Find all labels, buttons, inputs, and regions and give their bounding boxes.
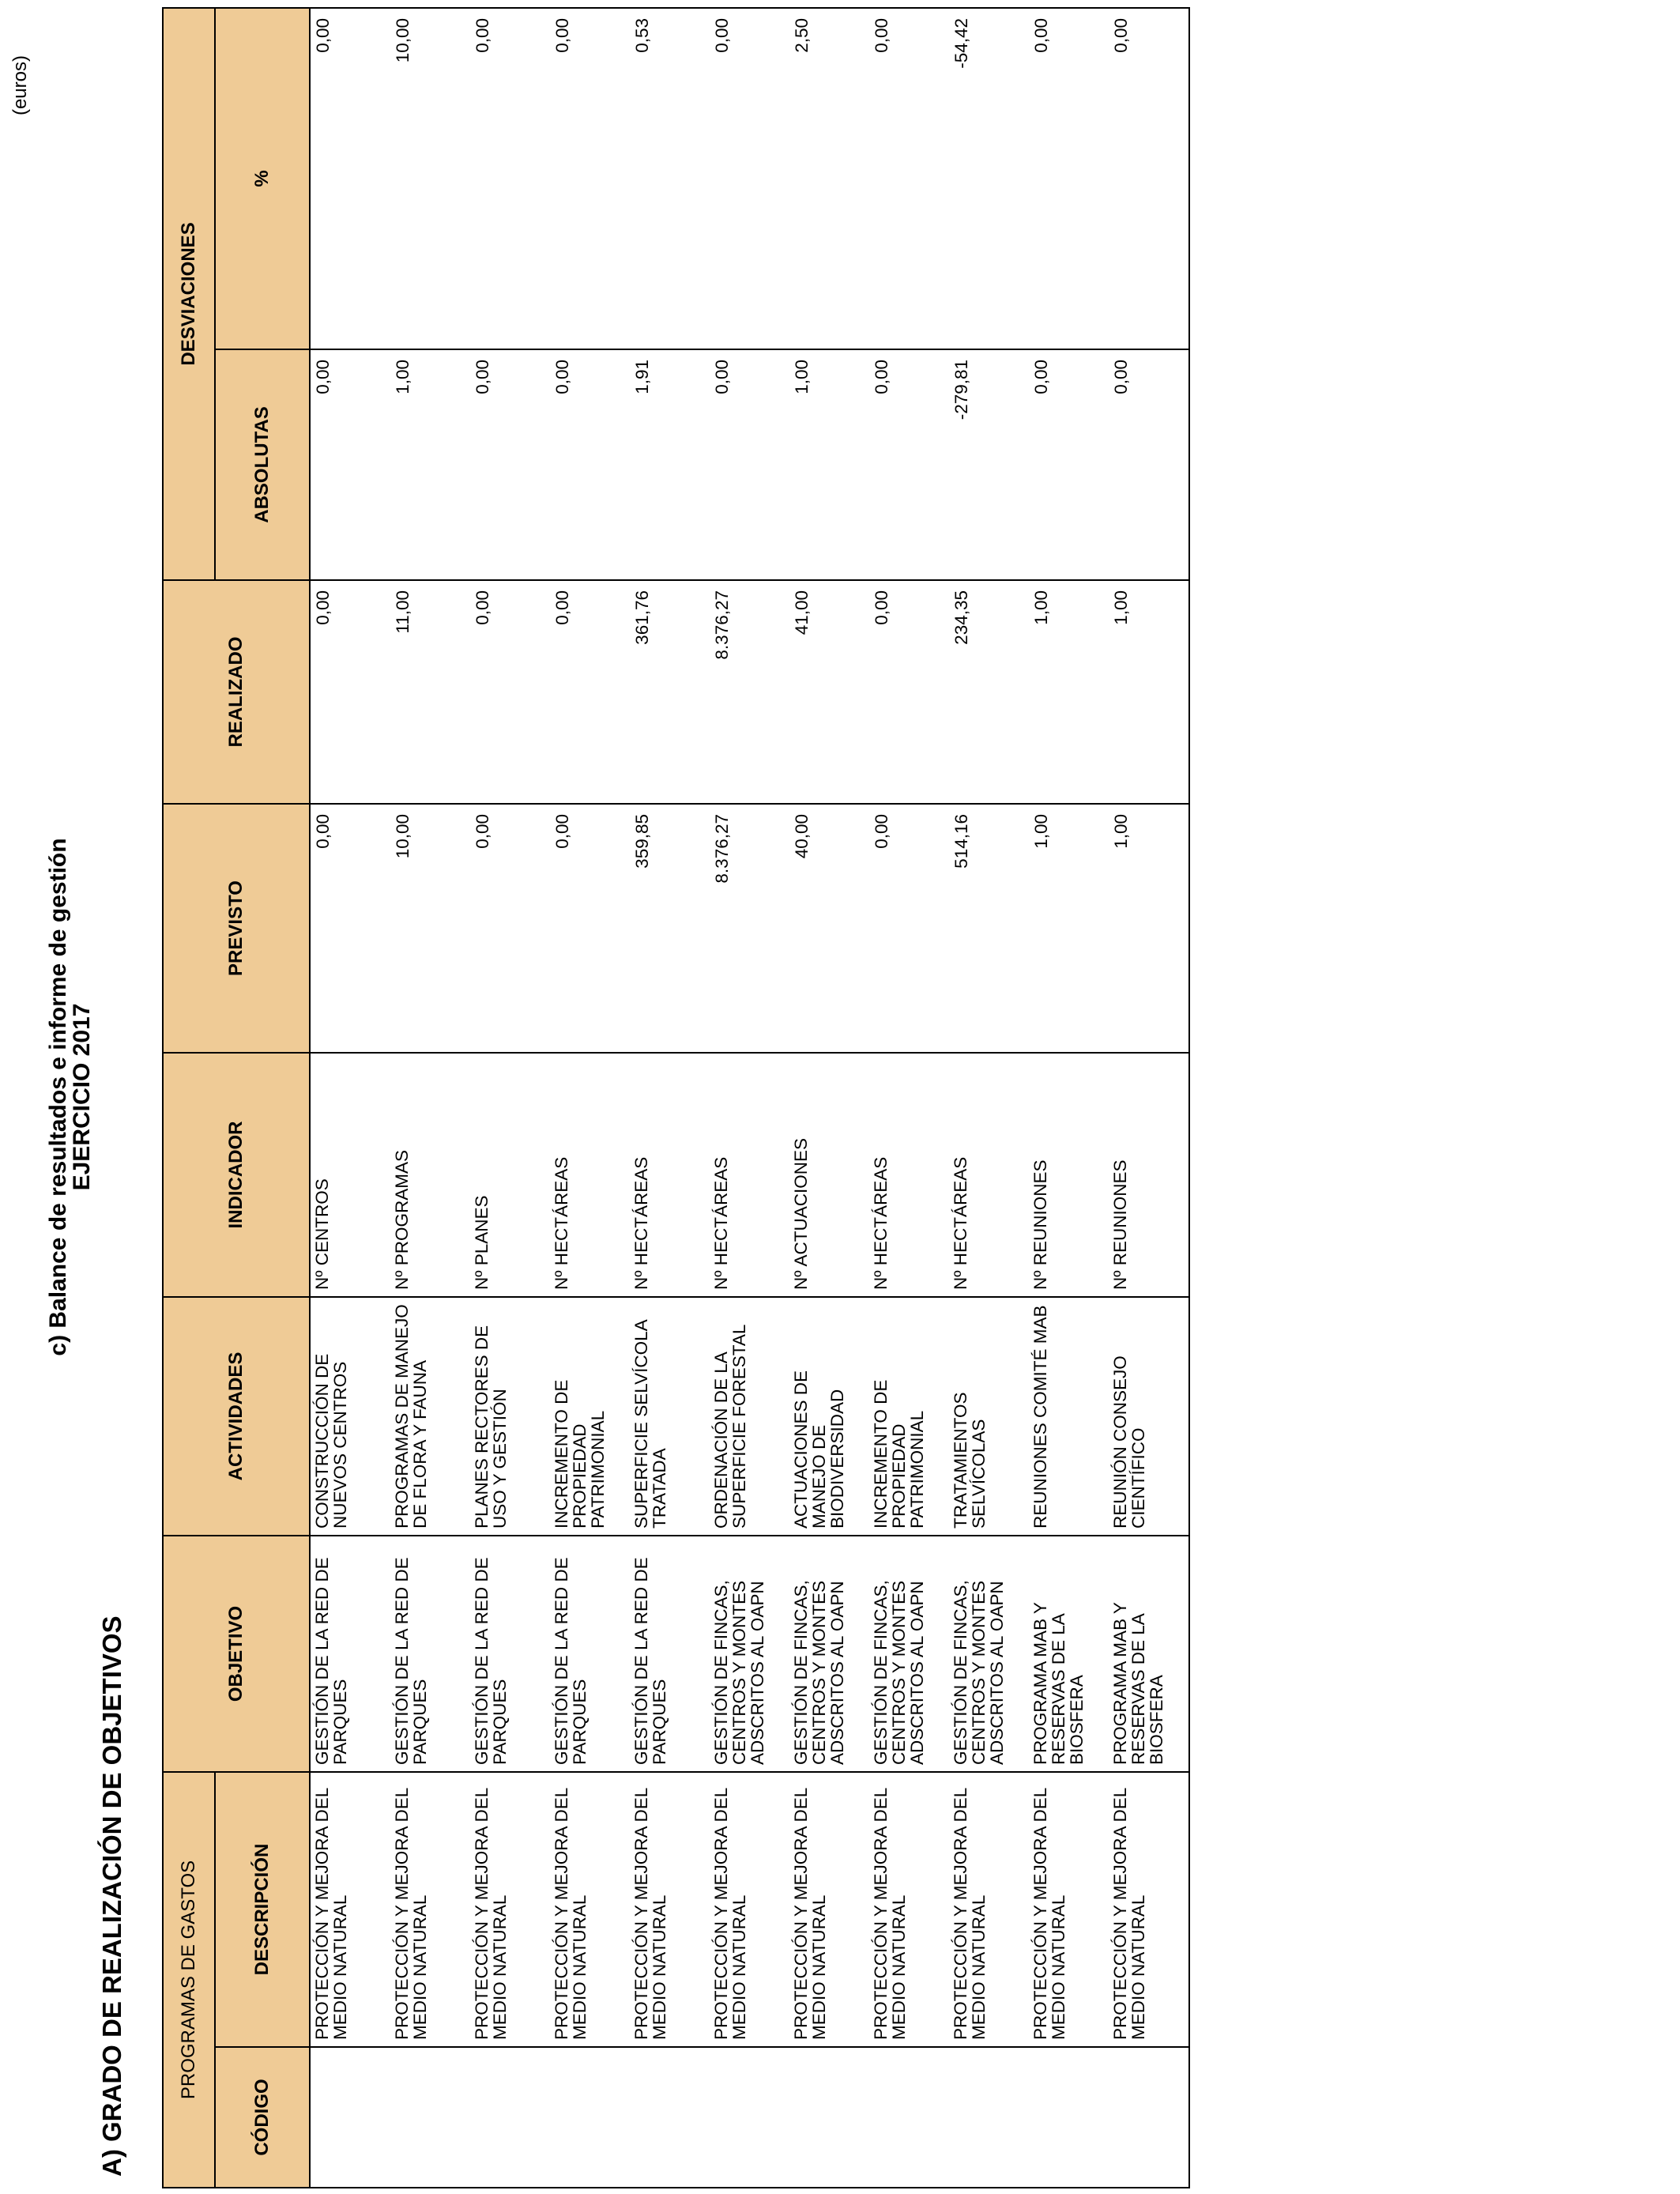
cell-pct: -54,42 [949, 8, 1029, 349]
cell-previsto: 40,00 [789, 804, 869, 1053]
cell-indicador: Nº CENTROS [310, 1053, 390, 1297]
cell-codigo [390, 2047, 470, 2188]
cell-objetivo: GESTIÓN DE LA RED DE PARQUES [630, 1536, 710, 1772]
cell-pct: 0,00 [1029, 8, 1109, 349]
table-row [470, 8, 550, 2188]
report-title: c) Balance de resultados e informe de gestión [45, 838, 71, 1356]
cell-actividad: PLANES RECTORES DE USO Y GESTIÓN [470, 1297, 550, 1536]
cell-objetivo: GESTIÓN DE FINCAS, CENTROS Y MONTES ADSCRITOS AL OAPN [710, 1536, 789, 1772]
cell-actividad: ORDENACIÓN DE LA SUPERFICIE FORESTAL [710, 1297, 789, 1536]
cell-previsto: 10,00 [390, 804, 470, 1053]
cell-objetivo: GESTIÓN DE LA RED DE PARQUES [310, 1536, 390, 1772]
group-header-desviaciones: DESVIACIONES [163, 8, 215, 580]
objectives-table [162, 7, 1190, 2188]
cell-actividad: TRATAMIENTOS SELVÍCOLAS [949, 1297, 1029, 1536]
cell-indicador: Nº HECTÁREAS [949, 1053, 1029, 1297]
cell-codigo [550, 2047, 630, 2188]
cell-indicador: Nº REUNIONES [1109, 1053, 1189, 1297]
cell-objetivo: GESTIÓN DE LA RED DE PARQUES [390, 1536, 470, 1772]
cell-absolutas: 0,00 [470, 349, 550, 580]
cell-descripcion: PROTECCIÓN Y MEJORA DEL MEDIO NATURAL [630, 1772, 710, 2047]
cell-previsto: 0,00 [550, 804, 630, 1053]
cell-absolutas: 1,91 [630, 349, 710, 580]
cell-previsto: 1,00 [1029, 804, 1109, 1053]
cell-actividad: INCREMENTO DE PROPIEDAD PATRIMONIAL [869, 1297, 949, 1536]
cell-descripcion: PROTECCIÓN Y MEJORA DEL MEDIO NATURAL [710, 1772, 789, 2047]
cell-indicador: Nº REUNIONES [1029, 1053, 1109, 1297]
cell-indicador: Nº ACTUACIONES [789, 1053, 869, 1297]
cell-objetivo: GESTIÓN DE FINCAS, CENTROS Y MONTES ADSCRITOS AL OAPN [789, 1536, 869, 1772]
cell-descripcion: PROTECCIÓN Y MEJORA DEL MEDIO NATURAL [310, 1772, 390, 2047]
cell-actividad: SUPERFICIE SELVÍCOLA TRATADA [630, 1297, 710, 1536]
cell-indicador: Nº HECTÁREAS [869, 1053, 949, 1297]
cell-pct: 0,00 [310, 8, 390, 349]
cell-realizado: 361,76 [630, 580, 710, 804]
cell-codigo [1029, 2047, 1109, 2188]
cell-absolutas: 0,00 [1029, 349, 1109, 580]
cell-previsto: 0,00 [869, 804, 949, 1053]
cell-descripcion: PROTECCIÓN Y MEJORA DEL MEDIO NATURAL [550, 1772, 630, 2047]
table-body [310, 8, 1189, 2188]
cell-indicador: Nº HECTÁREAS [630, 1053, 710, 1297]
cell-objetivo: PROGRAMA MAB Y RESERVAS DE LA BIOSFERA [1109, 1536, 1189, 1772]
cell-realizado: 0,00 [550, 580, 630, 804]
cell-previsto: 514,16 [949, 804, 1029, 1053]
cell-realizado: 0,00 [310, 580, 390, 804]
units-label: (euros) [9, 55, 31, 116]
cell-codigo [630, 2047, 710, 2188]
col-header-pct: % [215, 8, 310, 349]
col-header-absolutas: ABSOLUTAS [215, 349, 310, 580]
col-header-descripcion: DESCRIPCIÓN [215, 1772, 310, 2047]
cell-realizado: 0,00 [470, 580, 550, 804]
cell-absolutas: -279,81 [949, 349, 1029, 580]
cell-realizado: 41,00 [789, 580, 869, 804]
cell-pct: 0,00 [710, 8, 789, 349]
cell-objetivo: GESTIÓN DE LA RED DE PARQUES [550, 1536, 630, 1772]
cell-realizado: 0,00 [869, 580, 949, 804]
cell-objetivo: PROGRAMA MAB Y RESERVAS DE LA BIOSFERA [1029, 1536, 1109, 1772]
cell-pct: 10,00 [390, 8, 470, 349]
cell-realizado: 11,00 [390, 580, 470, 804]
cell-pct: 2,50 [789, 8, 869, 349]
cell-descripcion: PROTECCIÓN Y MEJORA DEL MEDIO NATURAL [390, 1772, 470, 2047]
cell-codigo [789, 2047, 869, 2188]
cell-absolutas: 1,00 [390, 349, 470, 580]
report-year: EJERCICIO 2017 [69, 1003, 95, 1191]
cell-previsto: 1,00 [1109, 804, 1189, 1053]
cell-objetivo: GESTIÓN DE FINCAS, CENTROS Y MONTES ADSCRITOS AL OAPN [949, 1536, 1029, 1772]
cell-absolutas: 1,00 [789, 349, 869, 580]
cell-realizado: 1,00 [1029, 580, 1109, 804]
cell-codigo [710, 2047, 789, 2188]
cell-codigo [949, 2047, 1029, 2188]
table-row [630, 8, 710, 2188]
cell-descripcion: PROTECCIÓN Y MEJORA DEL MEDIO NATURAL [1029, 1772, 1109, 2047]
cell-indicador: Nº HECTÁREAS [550, 1053, 630, 1297]
cell-indicador: Nº PROGRAMAS [390, 1053, 470, 1297]
cell-actividad: INCREMENTO DE PROPIEDAD PATRIMONIAL [550, 1297, 630, 1536]
cell-indicador: Nº PLANES [470, 1053, 550, 1297]
cell-codigo [1109, 2047, 1189, 2188]
col-header-codigo: CÓDIGO [215, 2047, 310, 2188]
cell-descripcion: PROTECCIÓN Y MEJORA DEL MEDIO NATURAL [949, 1772, 1029, 2047]
group-header-programas: PROGRAMAS DE GASTOS [163, 1772, 215, 2188]
cell-actividad: REUNIÓN CONSEJO CIENTÍFICO [1109, 1297, 1189, 1536]
cell-absolutas: 0,00 [1109, 349, 1189, 580]
cell-codigo [470, 2047, 550, 2188]
table-row [789, 8, 869, 2188]
col-header-actividades: ACTIVIDADES [163, 1297, 310, 1536]
table-row [869, 8, 949, 2188]
col-header-indicador: INDICADOR [163, 1053, 310, 1297]
cell-indicador: Nº HECTÁREAS [710, 1053, 789, 1297]
table-row [710, 8, 789, 2188]
cell-actividad: ACTUACIONES DE MANEJO DE BIODIVERSIDAD [789, 1297, 869, 1536]
cell-objetivo: GESTIÓN DE FINCAS, CENTROS Y MONTES ADSCRITOS AL OAPN [869, 1536, 949, 1772]
cell-absolutas: 0,00 [310, 349, 390, 580]
table-row [949, 8, 1029, 2188]
cell-pct: 0,00 [1109, 8, 1189, 349]
cell-absolutas: 0,00 [869, 349, 949, 580]
cell-previsto: 8.376,27 [710, 804, 789, 1053]
cell-descripcion: PROTECCIÓN Y MEJORA DEL MEDIO NATURAL [1109, 1772, 1189, 2047]
cell-realizado: 1,00 [1109, 580, 1189, 804]
col-header-previsto: PREVISTO [163, 804, 310, 1053]
cell-descripcion: PROTECCIÓN Y MEJORA DEL MEDIO NATURAL [470, 1772, 550, 2047]
table-row [310, 8, 390, 2188]
cell-realizado: 8.376,27 [710, 580, 789, 804]
col-header-objetivo: OBJETIVO [163, 1536, 310, 1772]
cell-descripcion: PROTECCIÓN Y MEJORA DEL MEDIO NATURAL [869, 1772, 949, 2047]
cell-pct: 0,53 [630, 8, 710, 349]
cell-previsto: 359,85 [630, 804, 710, 1053]
table-row [550, 8, 630, 2188]
cell-objetivo: GESTIÓN DE LA RED DE PARQUES [470, 1536, 550, 1772]
cell-absolutas: 0,00 [710, 349, 789, 580]
cell-actividad: REUNIONES COMITÉ MAB [1029, 1297, 1109, 1536]
cell-codigo [310, 2047, 390, 2188]
cell-actividad: CONSTRUCCIÓN DE NUEVOS CENTROS [310, 1297, 390, 1536]
table-row [1029, 8, 1109, 2188]
cell-pct: 0,00 [470, 8, 550, 349]
table-row [390, 8, 470, 2188]
section-heading: A) GRADO DE REALIZACIÓN DE OBJETIVOS [97, 1615, 126, 2177]
cell-pct: 0,00 [869, 8, 949, 349]
cell-pct: 0,00 [550, 8, 630, 349]
col-header-realizado: REALIZADO [163, 580, 310, 804]
cell-previsto: 0,00 [470, 804, 550, 1053]
cell-codigo [869, 2047, 949, 2188]
cell-descripcion: PROTECCIÓN Y MEJORA DEL MEDIO NATURAL [789, 1772, 869, 2047]
table-row [1109, 8, 1189, 2188]
cell-absolutas: 0,00 [550, 349, 630, 580]
cell-actividad: PROGRAMAS DE MANEJO DE FLORA Y FAUNA [390, 1297, 470, 1536]
cell-realizado: 234,35 [949, 580, 1029, 804]
cell-previsto: 0,00 [310, 804, 390, 1053]
